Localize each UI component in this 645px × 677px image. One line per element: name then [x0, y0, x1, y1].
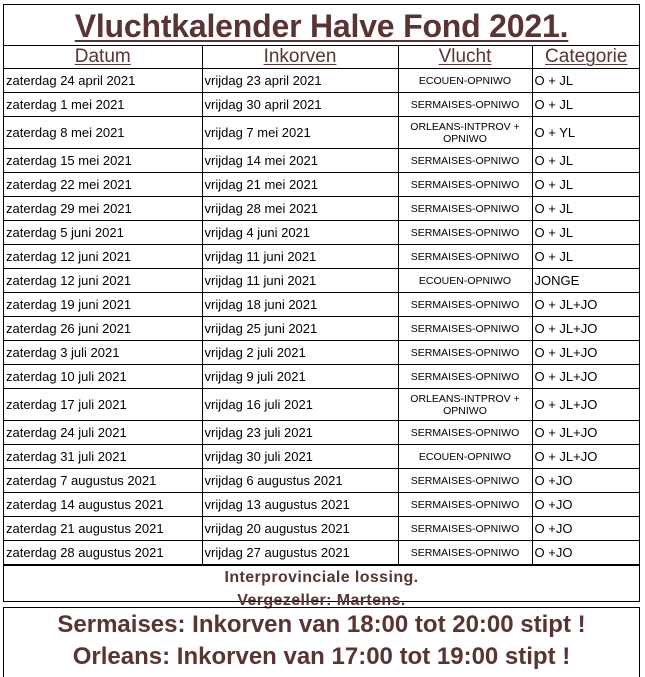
cell-vlucht: SERMAISES-OPNIWO — [398, 469, 532, 493]
cell-vlucht: ECOUEN-OPNIWO — [398, 269, 532, 293]
cell-inkorven: vrijdag 7 mei 2021 — [202, 117, 398, 149]
cell-inkorven: vrijdag 27 augustus 2021 — [202, 541, 398, 565]
page-title: Vluchtkalender Halve Fond 2021. — [4, 5, 639, 46]
cell-vlucht: SERMAISES-OPNIWO — [398, 365, 532, 389]
cell-vlucht: SERMAISES-OPNIWO — [398, 93, 532, 117]
cell-datum: zaterdag 10 juli 2021 — [4, 365, 202, 389]
cell-categorie: JONGE — [532, 269, 640, 293]
cell-inkorven: vrijdag 9 juli 2021 — [202, 365, 398, 389]
cell-vlucht: ECOUEN-OPNIWO — [398, 69, 532, 93]
table-row — [4, 469, 640, 493]
table-row — [4, 317, 640, 341]
cell-datum: zaterdag 31 juli 2021 — [4, 445, 202, 469]
table-row — [4, 69, 640, 93]
cell-categorie: O + JL+JO — [532, 341, 640, 365]
cell-datum: zaterdag 8 mei 2021 — [4, 117, 202, 149]
cell-categorie: O + JL — [532, 173, 640, 197]
cell-categorie: O + JL — [532, 245, 640, 269]
cell-categorie: O +JO — [532, 517, 640, 541]
cell-vlucht: SERMAISES-OPNIWO — [398, 149, 532, 173]
cell-datum: zaterdag 12 juni 2021 — [4, 269, 202, 293]
cell-inkorven: vrijdag 28 mei 2021 — [202, 197, 398, 221]
cell-categorie: O +JO — [532, 469, 640, 493]
cell-categorie: O + JL — [532, 93, 640, 117]
orleans-times: Orleans: Inkorven van 17:00 tot 19:00 stipt ! — [72, 643, 571, 670]
cell-datum: zaterdag 17 juli 2021 — [4, 389, 202, 421]
cell-categorie: O + JL — [532, 69, 640, 93]
table-row — [4, 493, 640, 517]
table-row — [4, 149, 640, 173]
table-row — [4, 445, 640, 469]
table-row — [4, 269, 640, 293]
cell-categorie: O + JL — [532, 149, 640, 173]
notes — [4, 565, 639, 612]
cell-vlucht: SERMAISES-OPNIWO — [398, 197, 532, 221]
cell-inkorven: vrijdag 11 juni 2021 — [202, 269, 398, 293]
table-row — [4, 365, 640, 389]
cell-inkorven: vrijdag 25 juni 2021 — [202, 317, 398, 341]
cell-categorie: O +JO — [532, 493, 640, 517]
cell-inkorven: vrijdag 20 augustus 2021 — [202, 517, 398, 541]
cell-categorie: O + JL+JO — [532, 365, 640, 389]
cell-inkorven: vrijdag 4 juni 2021 — [202, 221, 398, 245]
cell-datum: zaterdag 1 mei 2021 — [4, 93, 202, 117]
table-row — [4, 541, 640, 565]
cell-categorie: O + JL+JO — [532, 421, 640, 445]
cell-categorie: O + JL — [532, 221, 640, 245]
cell-inkorven: vrijdag 14 mei 2021 — [202, 149, 398, 173]
cell-datum: zaterdag 15 mei 2021 — [4, 149, 202, 173]
cell-datum: zaterdag 3 juli 2021 — [4, 341, 202, 365]
cell-vlucht: SERMAISES-OPNIWO — [398, 245, 532, 269]
cell-vlucht: ORLEANS-INTPROV + OPNIWO — [398, 117, 532, 149]
cell-datum: zaterdag 28 augustus 2021 — [4, 541, 202, 565]
cell-inkorven: vrijdag 18 juni 2021 — [202, 293, 398, 317]
cell-datum: zaterdag 26 juni 2021 — [4, 317, 202, 341]
cell-vlucht: SERMAISES-OPNIWO — [398, 541, 532, 565]
cell-inkorven: vrijdag 16 juli 2021 — [202, 389, 398, 421]
table-row — [4, 117, 640, 149]
table-row — [4, 421, 640, 445]
table-row — [4, 517, 640, 541]
cell-vlucht: ECOUEN-OPNIWO — [398, 445, 532, 469]
header-datum: Datum — [4, 46, 202, 69]
table-row — [4, 293, 640, 317]
table-row — [4, 221, 640, 245]
cell-inkorven: vrijdag 6 augustus 2021 — [202, 469, 398, 493]
table-row — [4, 93, 640, 117]
cell-categorie: O + YL — [532, 117, 640, 149]
cell-categorie: O + JL+JO — [532, 389, 640, 421]
note-interprovincial: Interprovinciale lossing. — [224, 569, 419, 586]
header-row — [4, 46, 640, 69]
header-vlucht: Vlucht — [398, 46, 532, 69]
cell-vlucht: SERMAISES-OPNIWO — [398, 173, 532, 197]
cell-datum: zaterdag 22 mei 2021 — [4, 173, 202, 197]
table-row — [4, 245, 640, 269]
cell-inkorven: vrijdag 30 juli 2021 — [202, 445, 398, 469]
table-row — [4, 173, 640, 197]
cell-datum: zaterdag 19 juni 2021 — [4, 293, 202, 317]
cell-inkorven: vrijdag 23 april 2021 — [202, 69, 398, 93]
cell-inkorven: vrijdag 2 juli 2021 — [202, 341, 398, 365]
cell-inkorven: vrijdag 21 mei 2021 — [202, 173, 398, 197]
cell-vlucht: SERMAISES-OPNIWO — [398, 317, 532, 341]
cell-vlucht: SERMAISES-OPNIWO — [398, 341, 532, 365]
cell-inkorven: vrijdag 11 juni 2021 — [202, 245, 398, 269]
cell-vlucht: SERMAISES-OPNIWO — [398, 221, 532, 245]
sermaises-times: Sermaises: Inkorven van 18:00 tot 20:00 stipt ! — [57, 611, 586, 638]
header-categorie: Categorie — [532, 46, 640, 69]
cell-datum: zaterdag 5 juni 2021 — [4, 221, 202, 245]
table-row — [4, 389, 640, 421]
cell-datum: zaterdag 29 mei 2021 — [4, 197, 202, 221]
cell-vlucht: ORLEANS-INTPROV + OPNIWO — [398, 389, 532, 421]
cell-datum: zaterdag 7 augustus 2021 — [4, 469, 202, 493]
cell-categorie: O + JL+JO — [532, 445, 640, 469]
basketing-times — [3, 607, 640, 677]
cell-vlucht: SERMAISES-OPNIWO — [398, 493, 532, 517]
cell-datum: zaterdag 24 juli 2021 — [4, 421, 202, 445]
cell-categorie: O +JO — [532, 541, 640, 565]
cell-categorie: O + JL+JO — [532, 293, 640, 317]
schedule-table — [4, 46, 640, 565]
cell-inkorven: vrijdag 23 juli 2021 — [202, 421, 398, 445]
cell-datum: zaterdag 21 augustus 2021 — [4, 517, 202, 541]
cell-categorie: O + JL+JO — [532, 317, 640, 341]
cell-inkorven: vrijdag 13 augustus 2021 — [202, 493, 398, 517]
header-inkorven: Inkorven — [202, 46, 398, 69]
cell-vlucht: SERMAISES-OPNIWO — [398, 293, 532, 317]
cell-categorie: O + JL — [532, 197, 640, 221]
cell-vlucht: SERMAISES-OPNIWO — [398, 421, 532, 445]
note-companion: Vergezeller: Martens. — [237, 592, 406, 609]
cell-inkorven: vrijdag 30 april 2021 — [202, 93, 398, 117]
cell-datum: zaterdag 24 april 2021 — [4, 69, 202, 93]
cell-datum: zaterdag 12 juni 2021 — [4, 245, 202, 269]
cell-datum: zaterdag 14 augustus 2021 — [4, 493, 202, 517]
table-row — [4, 341, 640, 365]
table-row — [4, 197, 640, 221]
cell-vlucht: SERMAISES-OPNIWO — [398, 517, 532, 541]
flight-calendar-sheet — [3, 4, 640, 609]
